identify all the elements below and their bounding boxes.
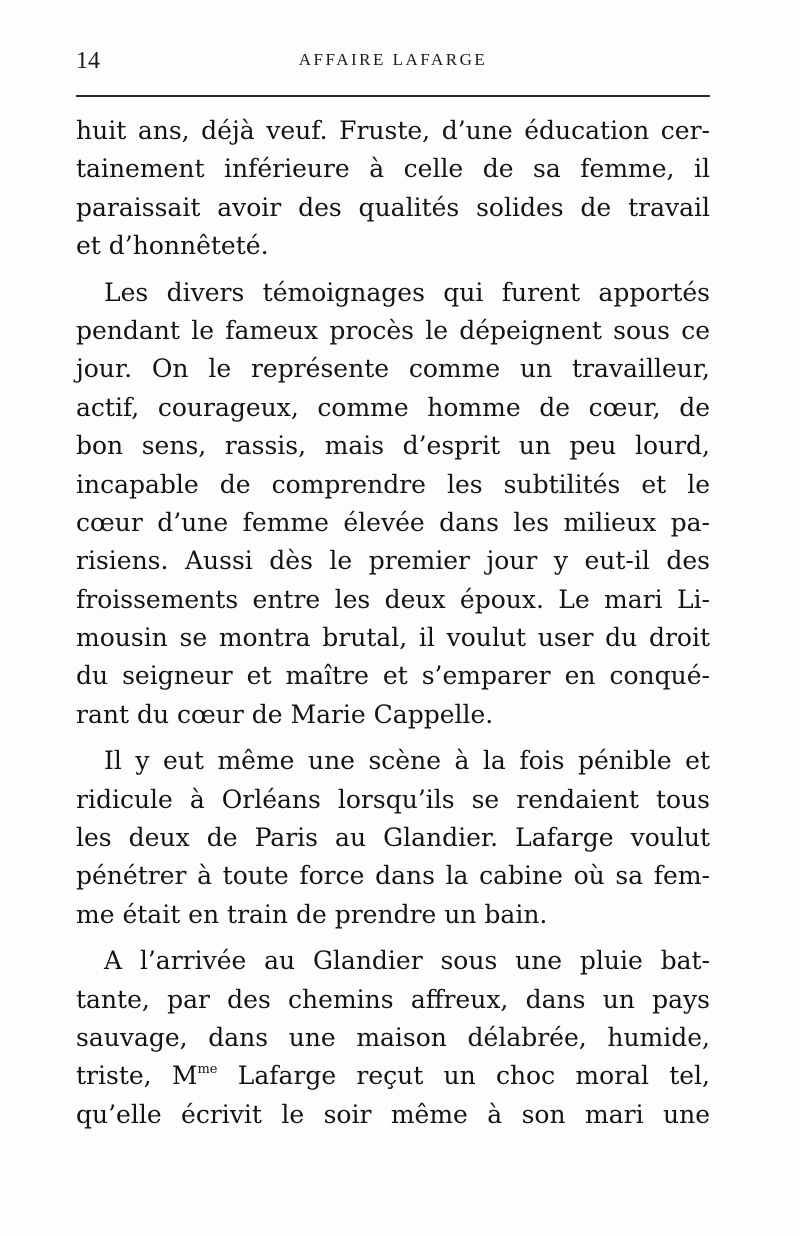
text-line: A l’arrivée au Glandier sous une pluie bat- bbox=[104, 946, 710, 976]
text-line: tante, par des chemins affreux, dans un pays bbox=[76, 984, 710, 1014]
text-line: incapable de comprendre les subtilités et le bbox=[76, 469, 710, 499]
text-line: bon sens, rassis, mais d’esprit un peu lourd, bbox=[76, 431, 710, 461]
text-line: paraissait avoir des qualités solides de travail bbox=[76, 192, 710, 222]
page-number: 14 bbox=[76, 48, 100, 74]
text-line: qu’elle écrivit le soir même à son mari une bbox=[76, 1099, 710, 1129]
paragraph bbox=[76, 942, 710, 1134]
header-rule bbox=[76, 95, 710, 97]
text-line: cœur d’une femme élevée dans les milieux pa- bbox=[76, 507, 710, 537]
running-title: AFFAIRE LAFARGE bbox=[298, 50, 488, 69]
text-line: et d’honnêteté. bbox=[76, 231, 269, 261]
text-line: sauvage, dans une maison délabrée, humide, bbox=[76, 1022, 710, 1052]
text-line: rant du cœur de Marie Cappelle. bbox=[76, 699, 494, 729]
text-line: les deux de Paris au Glandier. Lafarge voulut bbox=[76, 823, 710, 853]
text-line: du seigneur et maître et s’emparer en conqué- bbox=[76, 661, 710, 691]
text-line: risiens. Aussi dès le premier jour y eut-il des bbox=[76, 546, 710, 576]
text-line: pendant le fameux procès le dépeignent sous ce bbox=[76, 315, 710, 345]
page-header bbox=[76, 42, 710, 82]
text-fragment: Lafarge reçut un choc moral tel, bbox=[217, 1061, 710, 1091]
paragraph bbox=[76, 742, 710, 934]
text-line: ridicule à Orléans lorsqu’ils se rendaient tous bbox=[76, 784, 710, 814]
superscript: me bbox=[197, 1062, 218, 1078]
text-fragment: triste, M bbox=[76, 1061, 198, 1091]
paragraph bbox=[76, 112, 710, 266]
text-line: pénétrer à toute force dans la cabine où sa fem- bbox=[76, 861, 710, 891]
text-line: actif, courageux, comme homme de cœur, de bbox=[76, 392, 710, 422]
text-line: froissements entre les deux époux. Le mari Li- bbox=[76, 584, 710, 614]
text-line bbox=[76, 1057, 710, 1095]
text-line: Il y eut même une scène à la fois pénible et bbox=[104, 746, 710, 776]
paragraph bbox=[76, 274, 710, 735]
text-line: Les divers témoignages qui furent apportés bbox=[104, 277, 710, 307]
text-line: huit ans, déjà veuf. Fruste, d’une éducation cer- bbox=[76, 116, 710, 145]
text-line: tainement inférieure à celle de sa femme, il bbox=[76, 154, 710, 184]
text-line: me était en train de prendre un bain. bbox=[76, 899, 548, 929]
body-text bbox=[76, 112, 710, 1134]
text-line: mousin se montra brutal, il voulut user du droit bbox=[76, 623, 710, 653]
text-line: jour. On le représente comme un travailleur, bbox=[76, 354, 710, 384]
